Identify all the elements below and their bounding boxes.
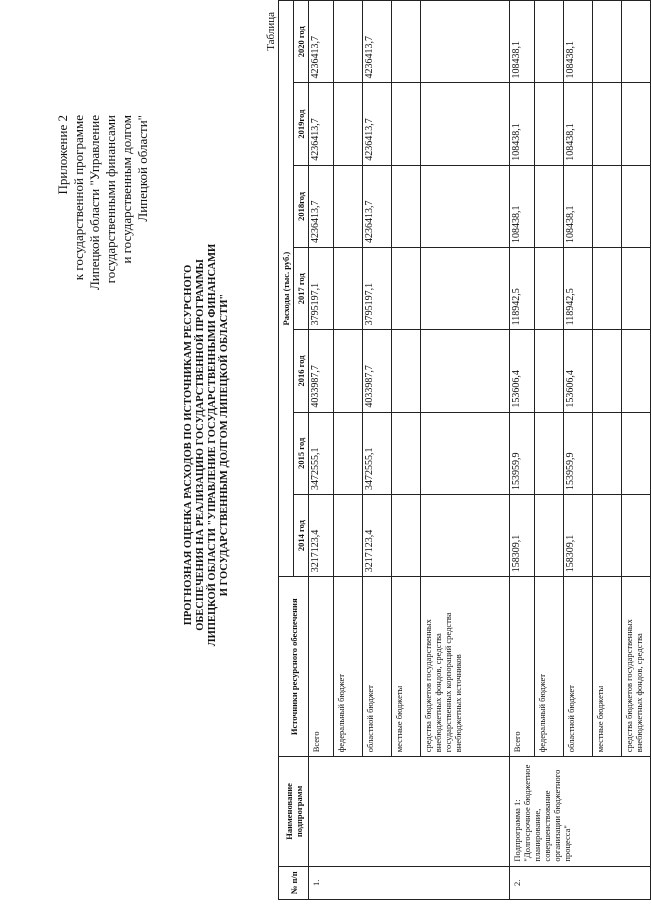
header-num: № п/п — [279, 866, 309, 899]
value-cell: 108438,1 — [564, 1, 593, 83]
value-cell — [622, 330, 651, 412]
value-cell: 3795197,1 — [363, 248, 392, 330]
value-cell — [622, 1, 651, 83]
value-cell — [334, 330, 363, 412]
header-year: 2020 год — [294, 1, 309, 83]
source-name: федеральный бюджет — [535, 577, 564, 757]
appendix-line: и государственным долгом — [119, 115, 134, 264]
value-cell — [593, 494, 622, 576]
table-row — [309, 1, 334, 900]
value-cell — [421, 83, 510, 165]
value-cell — [392, 412, 421, 494]
table-label: Таблица — [265, 12, 277, 51]
value-cell: 118942,5 — [564, 248, 593, 330]
subprogram-name — [309, 757, 510, 866]
value-cell — [421, 248, 510, 330]
value-cell — [392, 83, 421, 165]
value-cell — [622, 83, 651, 165]
value-cell — [421, 412, 510, 494]
value-cell — [392, 330, 421, 412]
value-cell — [535, 83, 564, 165]
value-cell — [334, 412, 363, 494]
appendix-line: Приложение 2 — [55, 115, 70, 195]
appendix-line: Липецкой области" — [135, 115, 150, 222]
value-cell: 4236413,7 — [363, 83, 392, 165]
value-cell — [535, 165, 564, 247]
header-year: 2017 год — [294, 248, 309, 330]
row-number: 2. — [510, 866, 651, 899]
appendix-line: государственными финансами — [103, 115, 118, 284]
value-cell: 108438,1 — [564, 165, 593, 247]
value-cell: 3217123,4 — [363, 494, 392, 576]
appendix-line: к государственной программе — [71, 115, 86, 281]
title-line: ОБЕСПЕЧЕНИЯ НА РЕАЛИЗАЦИЮ ГОСУДАРСТВЕННОЙ ПРОГРАММЫ — [195, 259, 206, 631]
value-cell — [535, 412, 564, 494]
value-cell — [593, 330, 622, 412]
header-year: 2019год — [294, 83, 309, 165]
expenses-table — [278, 0, 651, 900]
value-cell: 3217123,4 — [309, 494, 334, 576]
value-cell: 153959,9 — [564, 412, 593, 494]
value-cell — [421, 1, 510, 83]
value-cell — [392, 165, 421, 247]
value-cell: 108438,1 — [510, 165, 535, 247]
document-title — [183, 165, 231, 725]
value-cell: 153959,9 — [510, 412, 535, 494]
header-source: Источники ресурсного обеспечения — [279, 577, 309, 757]
value-cell — [593, 248, 622, 330]
subprogram-name: Подпрограмма 1: "Долгосрочное бюджетное планирование, совершенствование организации бюджетного процесса" — [510, 757, 651, 866]
value-cell — [535, 330, 564, 412]
header-expenses: Расходы (тыс. руб.) — [279, 1, 294, 577]
value-cell: 108438,1 — [564, 83, 593, 165]
value-cell: 4236413,7 — [363, 165, 392, 247]
source-name: местные бюджеты — [593, 577, 622, 757]
title-line: ПРОГНОЗНАЯ ОЦЕНКА РАСХОДОВ ПО ИСТОЧНИКАМ РЕСУРСНОГО — [183, 264, 194, 626]
value-cell: 3472555,1 — [363, 412, 392, 494]
header-year: 2018год — [294, 165, 309, 247]
title-line: И ГОСУДАРСТВЕННЫМ ДОЛГОМ ЛИПЕЦКОЙ ОБЛАСТИ" — [219, 293, 230, 597]
value-cell — [593, 412, 622, 494]
value-cell: 4033987,7 — [363, 330, 392, 412]
value-cell — [392, 1, 421, 83]
value-cell — [593, 1, 622, 83]
value-cell: 153606,4 — [564, 330, 593, 412]
value-cell — [593, 165, 622, 247]
header-subprogram: Наименование подпрограмм — [279, 757, 309, 866]
value-cell — [622, 494, 651, 576]
source-name: областной бюджет — [363, 577, 392, 757]
value-cell — [593, 83, 622, 165]
value-cell — [421, 165, 510, 247]
value-cell — [535, 248, 564, 330]
source-name: Всего — [510, 577, 535, 757]
value-cell — [622, 248, 651, 330]
value-cell: 4236413,7 — [309, 1, 334, 83]
header-year: 2014 год — [294, 494, 309, 576]
value-cell — [334, 83, 363, 165]
value-cell — [421, 330, 510, 412]
source-name: средства бюджетов государственных внебюджетных фондов, средства — [622, 577, 651, 757]
value-cell — [392, 494, 421, 576]
header-year: 2015 год — [294, 412, 309, 494]
value-cell: 118942,5 — [510, 248, 535, 330]
value-cell: 153606,4 — [510, 330, 535, 412]
value-cell: 108438,1 — [510, 83, 535, 165]
value-cell: 158309,1 — [510, 494, 535, 576]
value-cell — [334, 248, 363, 330]
source-name: Всего — [309, 577, 334, 757]
appendix-line: Липецкой области "Управление — [87, 115, 102, 291]
value-cell — [334, 494, 363, 576]
value-cell: 4236413,7 — [363, 1, 392, 83]
appendix-note — [55, 115, 151, 415]
value-cell — [535, 1, 564, 83]
value-cell: 3472555,1 — [309, 412, 334, 494]
header-year: 2016 год — [294, 330, 309, 412]
value-cell: 4236413,7 — [309, 165, 334, 247]
source-name: местные бюджеты — [392, 577, 421, 757]
source-name: федеральный бюджет — [334, 577, 363, 757]
value-cell — [334, 1, 363, 83]
source-name: областной бюджет — [564, 577, 593, 757]
value-cell: 4236413,7 — [309, 83, 334, 165]
value-cell: 3795197,1 — [309, 248, 334, 330]
source-name: средства бюджетов государственных внебюджетных фондов, средства государственных корпораций средства внебюджетных источников — [421, 577, 510, 757]
value-cell: 158309,1 — [564, 494, 593, 576]
value-cell — [421, 494, 510, 576]
title-line: ЛИПЕЦКОЙ ОБЛАСТИ "УПРАВЛЕНИЕ ГОСУДАРСТВЕННЫМИ ФИНАНСАМИ — [207, 243, 218, 647]
value-cell — [535, 494, 564, 576]
value-cell: 108438,1 — [510, 1, 535, 83]
row-number: 1. — [309, 866, 510, 899]
value-cell: 4033987,7 — [309, 330, 334, 412]
table-row — [510, 1, 535, 900]
value-cell — [334, 165, 363, 247]
value-cell — [622, 412, 651, 494]
value-cell — [622, 165, 651, 247]
value-cell — [392, 248, 421, 330]
